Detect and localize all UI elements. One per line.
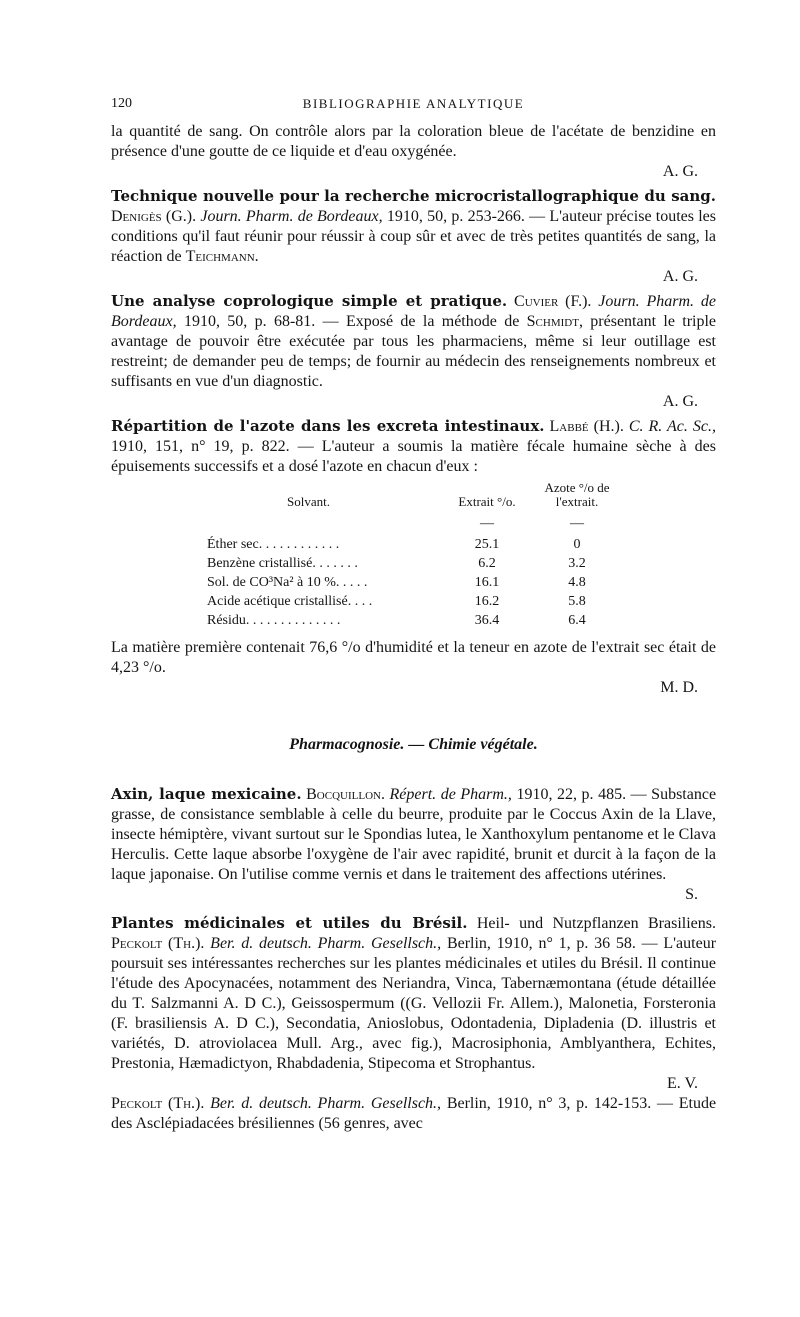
table-header-row [175, 481, 622, 513]
cell-extrait: 36.4 [474, 613, 500, 628]
entry-author: Denigès (G.). [111, 208, 197, 225]
entry-author: Cuvier (F.). [514, 293, 592, 310]
entry-peckolt [111, 1094, 716, 1134]
cell-solvant: Acide acétique cristallisé. . . . [207, 594, 373, 609]
entry-ref: Berlin, 1910, n° 1, p. 36 58. [446, 935, 636, 952]
cell-azote: 5.8 [568, 594, 586, 609]
table-row [175, 573, 622, 592]
table-row [175, 611, 622, 630]
entry-text: la quantité de sang. On contrôle alors par la coloration bleue de l'acétate de benzidine en présence d'une goutte de ce liquide et d'eau oxygénée. [111, 123, 716, 160]
entry-plantes [111, 913, 716, 1094]
entry-title: Technique nouvelle pour la recherche microcristallographique du sang. [111, 187, 716, 205]
signature: M. D. [660, 679, 698, 696]
entry-axin [111, 784, 716, 905]
cell-extrait: 25.1 [474, 537, 500, 552]
entry-continued [111, 122, 716, 182]
entry-repartition [111, 416, 716, 477]
entry-journal: C. R. Ac. Sc., [628, 418, 717, 435]
cell-extrait: 16.1 [474, 575, 500, 590]
col-azote: Azote °/o de l'extrait. [544, 480, 610, 509]
dash: — [570, 516, 584, 531]
azote-table [175, 481, 622, 630]
entry-body-continued: présentant le triple avantage de pouvoir être exécutée par tous les pharmaciens, même si leur outillage est restreint; de demander peu de temps; de fournir au médecin des renseignements nombreux et suffisants en vue d'un diagnostic. [111, 313, 717, 390]
signature: A. G. [662, 393, 698, 410]
entry-ref: 1910, 50, p. 68-81. [183, 313, 316, 330]
entry-author: Peckolt (Th.). [111, 1095, 205, 1112]
signature: A. G. [662, 268, 698, 285]
entry-body: — L'auteur a soumis la matière fécale humaine sèche à des épuisements successifs et a dosé l'azote en chacun d'eux : [111, 438, 717, 475]
table-dash-row [175, 513, 622, 535]
cell-azote: 3.2 [568, 556, 586, 571]
signature: A. G. [662, 163, 698, 180]
cell-extrait: 6.2 [478, 556, 496, 571]
after-table [111, 638, 716, 698]
cell-azote: 4.8 [568, 575, 586, 590]
entry-ref: 1910, 50, p. 253-266. [386, 208, 525, 225]
dash: — [480, 516, 494, 531]
entry-journal: Journ. Pharm. de Bordeaux, [111, 293, 716, 330]
entry-journal: Répert. de Pharm., [389, 786, 512, 803]
entry-journal: Ber. d. deutsch. Pharm. Gesellsch., [210, 1095, 442, 1112]
entry-body: — Substance grasse, de consistance semblable à celle du beurre, produite par le Coccus Axin de la Llave, insecte hémiptère, vivant surtout sur le Spondias lutea, le Xanthoxylum pentanome et le Clava Herculis. Cette laque absorbe l'oxygène de l'air avec rapidité, brunit et durcit à la façon de la laque japonaise. On l'utilise comme vernis et dans le traitement des affections utérines. [111, 786, 717, 883]
running-title: BIBLIOGRAPHIE ANALYTIQUE [302, 96, 525, 111]
page-number: 120 [111, 96, 132, 111]
signature: S. [685, 886, 698, 903]
entry-body: — L'auteur poursuit ses intéressantes recherches sur les plantes médicinales et utiles du Brésil. Il continue l'étude des Apocynacées, notamment des Neriandra, Vinca, Tabernæmontana (étude détaillée du T. Salzmanni A. D C.), Geissospermum ((G. Vellozii Fr. Allem.), Malonetia, Forsteronia (F. brasiliensis A. D C.), Secondatia, Anioslobus, Odontadenia, Dipladenia (D. illustris et variétés, D. atroviolacea Mull. Arg., avec fig.), Macrosiphonia, Amblyanthera, Echites, Prestonia, Hæmadictyon, Rhabdadenia, Stipecoma et Strophantus. [111, 935, 717, 1072]
entry-author: Labbé (H.). [549, 418, 624, 435]
entry-author: Peckolt (Th.). [111, 935, 205, 952]
entry-ref: 1910, 151, n° 19, p. 822. [111, 438, 290, 455]
entry-journal: Ber. d. deutsch. Pharm. Gesellsch., [210, 935, 442, 952]
col-solvant: Solvant. [287, 494, 330, 509]
entry-ref: 1910, 22, p. 485. [516, 786, 627, 803]
entry-body-name: Teichmann. [185, 248, 259, 265]
after-table-text: La matière première contenait 76,6 °/o d'humidité et la teneur en azote de l'extrait sec était de 4,23 °/o. [111, 639, 716, 676]
cell-solvant: Benzène cristallisé. . . . . . . [207, 556, 358, 571]
table-row [175, 535, 622, 554]
page-header [111, 96, 716, 118]
section-heading: Pharmacognosie. — Chimie végétale. [289, 736, 538, 753]
entry-subtitle: Heil- und Nutzpflanzen Brasiliens. [476, 915, 717, 932]
table-row [175, 554, 622, 573]
entry-author: Bocquillon. [306, 786, 385, 803]
cell-extrait: 16.2 [474, 594, 500, 609]
cell-azote: 6.4 [568, 613, 586, 628]
table-row [175, 592, 622, 611]
entry-title: Répartition de l'azote dans les excreta intestinaux. [111, 417, 545, 435]
entry-journal: Journ. Pharm. de Bordeaux, [200, 208, 383, 225]
signature: E. V. [667, 1075, 698, 1092]
page [111, 96, 716, 1134]
cell-solvant: Sol. de CO³Na² à 10 %. . . . . [207, 575, 368, 590]
cell-solvant: Éther sec. . . . . . . . . . . . [207, 537, 340, 552]
entry-ref: Berlin, 1910, n° 3, p. 142-153. [446, 1095, 652, 1112]
entry-technique [111, 186, 716, 287]
entry-body: — Etude des Asclépiadacées brésiliennes (56 genres, avec [111, 1095, 717, 1132]
entry-body: — Exposé de la méthode de [322, 313, 520, 330]
entry-body: — L'auteur précise toutes les conditions qu'il faut réunir pour réussir à coup sûr et avec de très petites quantités de sang, la réaction de [111, 208, 717, 265]
entry-title: Une analyse coprologique simple et pratique. [111, 292, 508, 310]
cell-azote: 0 [573, 537, 581, 552]
cell-solvant: Résidu. . . . . . . . . . . . . . [207, 613, 341, 628]
entry-body-name: Schmidt, [526, 313, 583, 330]
col-extrait: Extrait °/o. [458, 494, 516, 509]
entry-title: Axin, laque mexicaine. [111, 785, 302, 803]
entry-analyse [111, 291, 716, 412]
entry-title: Plantes médicinales et utiles du Brésil. [111, 914, 468, 932]
